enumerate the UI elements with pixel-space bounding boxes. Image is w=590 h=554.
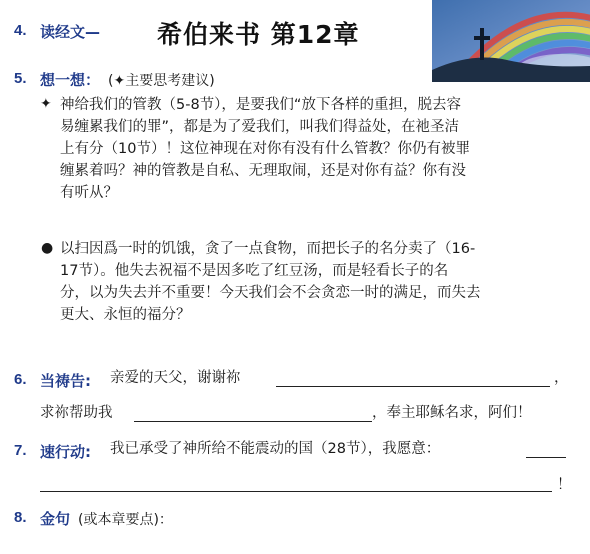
section-4-label: 读经文—: [40, 23, 101, 41]
act-line2-end: ！: [557, 477, 572, 493]
act-blank-1[interactable]: [526, 457, 566, 458]
think-item-1-line: 上有分（10节）！这位神现在对你有没有什么管教？你仍有被罪: [60, 141, 470, 157]
think-item-2-line: 17节）。他失去祝福不是因多吃了红豆汤，而是轻看长子的名: [60, 263, 449, 279]
section-8-number: 8.: [14, 509, 27, 526]
act-blank-2[interactable]: [40, 491, 552, 492]
act-text: 我已承受了神所给不能震动的国（28节），我愿意：: [110, 441, 441, 457]
think-item-2-line: 以扫因爲一时的饥饿，贪了一点食物，而把长子的名分卖了（16-: [60, 241, 476, 257]
pray-blank-1[interactable]: [276, 386, 550, 387]
pray-blank-2[interactable]: [134, 421, 372, 422]
pray-line2-text: 求祢帮助我: [40, 405, 113, 421]
section-8-label: 金句: [40, 510, 71, 528]
section-7-label: 速行动:: [40, 443, 91, 461]
think-item-2-line: 更大、永恒的福分？: [60, 307, 191, 323]
section-6-label: 当祷告:: [40, 372, 91, 390]
think-item-1-line: 缠累着吗？神的管教是自私、无理取闹，还是对你有益？你有没: [60, 163, 466, 179]
page-title: 希伯来书 第12章: [157, 20, 360, 49]
think-item-1-line: 神给我们的管教（5-8节），是要我们“放下各样的重担，脱去容: [60, 97, 461, 113]
star-bullet-icon: ✦: [40, 96, 52, 112]
think-item-1-line: 有听从？: [60, 185, 118, 201]
section-5-hint: (✦主要思考建议): [108, 73, 215, 89]
pray-line1-end: ，: [554, 370, 569, 386]
section-7-number: 7.: [14, 442, 27, 459]
think-item-1-line: 易缠累我们的罪”，都是为了爱我们，叫我们得益处，在祂圣洁: [60, 119, 460, 135]
section-5-number: 5.: [14, 70, 27, 87]
pray-line2-end: ，奉主耶稣名求，阿们！: [372, 405, 532, 421]
pray-line1-text: 亲爱的天父，谢谢祢: [110, 370, 241, 386]
think-item-2-line: 分，以为失去并不重要！今天我们会不会贪恋一时的满足，而失去: [60, 285, 481, 301]
section-4-number: 4.: [14, 22, 27, 39]
section-8-hint: (或本章要点)：: [78, 512, 173, 528]
cross-rainbow-image: [432, 0, 590, 82]
think-item-2: [60, 238, 580, 326]
dot-bullet-icon: ●: [41, 240, 54, 256]
section-6-number: 6.: [14, 371, 27, 388]
section-5-label: 想一想：: [40, 71, 101, 89]
think-item-1: [60, 94, 580, 204]
